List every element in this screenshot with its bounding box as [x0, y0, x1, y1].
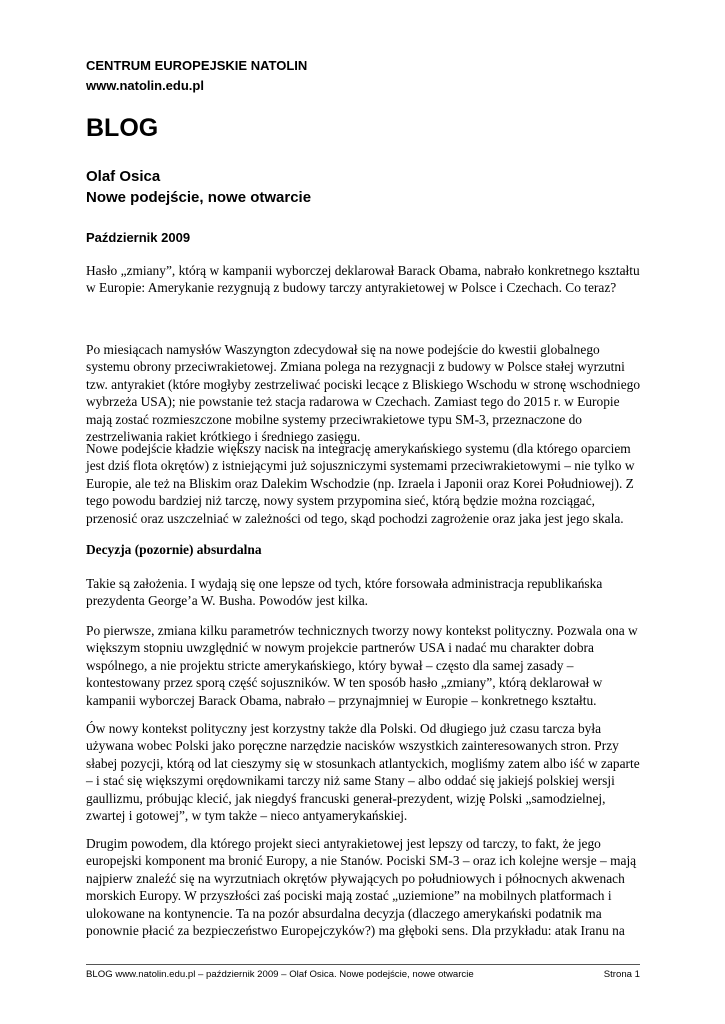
paragraph: Hasło „zmiany”, którą w kampanii wyborczej deklarował Barack Obama, nabrało konkretnego kształtu w Europie: Amerykanie rezygnują z budowy tarczy antyrakietowej w Polsce i Czechach. Co teraz? — [86, 263, 640, 296]
publication-date: Październik 2009 — [86, 230, 191, 245]
blog-title: BLOG — [86, 114, 159, 142]
footer-divider — [86, 964, 640, 965]
organization-name: CENTRUM EUROPEJSKIE NATOLIN — [86, 58, 308, 73]
organization-url: www.natolin.edu.pl — [86, 78, 204, 93]
author-name: Olaf Osica — [86, 168, 161, 185]
paragraph: Nowe podejście kładzie większy nacisk na integrację amerykańskiego systemu (dla którego oparciem jest dziś flota okrętów) z istniejącymi już sojuszniczymi systemami przeciwrakietowymi – nie tylko w Europie, ale też na Bliskim oraz Dalekim Wschodzie (np. Izraela i Japonii oraz Korei Południowej). Z tego powodu bardziej niż tarczę, nowy system przypomina sieć, którą będzie można rozciągać, przenosić oraz uszczelniać w zależności od tego, skąd pochodzi zagrożenie oraz jaka jest jego skala. — [86, 441, 635, 526]
paragraph: Drugim powodem, dla którego projekt sieci antyrakietowej jest lepszy od tarczy, to fakt, że jego europejski komponent ma bronić Europy, a nie Stanów. Pociski SM-3 – oraz ich kolejne wersje – mają najpierw znaleźć się na wyrzutniach okrętów pływających po południowych i północnych akwenach morskich Europy. W przyszłości zaś pociski mają zostać „uziemione” na mobilnych platformach i ulokowane na kontynencie. Ta na pozór absurdalna decyzja (dlaczego amerykański podatnik ma ponownie płacić za bezpieczeństwo Europejczyków?) ma głęboki sens. Dla przykładu: atak Iranu na — [86, 836, 637, 939]
paragraph: Po pierwsze, zmiana kilku parametrów technicznych tworzy nowy kontekst polityczny. Pozwala ona w większym stopniu uwzględnić w nowym projekcie partnerów USA i nadać mu charakter dobra wspólnego, a nie projektu stricte amerykańskiego, który bywał – często dla samej zasady – kontestowany przez sporą część sojuszników. W ten sposób hasło „zmiany”, którą deklarował w kampanii wyborczej Barack Obama, nabrało – przynajmniej w Europie – konkretnego kształtu. — [86, 623, 638, 708]
article-title: Nowe podejście, nowe otwarcie — [86, 189, 312, 206]
paragraph: Po miesiącach namysłów Waszyngton zdecydował się na nowe podejście do kwestii globalnego systemu obrony przeciwrakietowej. Zmiana polega na rezygnacji z budowy w Polsce stałej wyrzutni tzw. antyrakiet (które mogłyby zestrzeliwać pociski lecące z Bliskiego Wschodu w stronę wschodniego wybrzeża USA); nie powstanie też stacja radarowa w Czechach. Zamiast tego do 2015 r. w Europie mają zostać rozmieszczone mobilne systemy przeciwrakietowe typu SM-3, przeznaczone do zestrzeliwania rakiet krótkiego i średniego zasięgu. — [86, 342, 641, 445]
paragraph: Takie są założenia. I wydają się one lepsze od tych, które forsowała administracja republikańska prezydenta George’a W. Busha. Powodów jest kilka. — [86, 576, 603, 609]
footer-text: BLOG www.natolin.edu.pl – październik 2009 – Olaf Osica. Nowe podejście, nowe otwarcie — [86, 969, 474, 980]
page-number: Strona 1 — [603, 969, 640, 980]
paragraph: Ów nowy kontekst polityczny jest korzystny także dla Polski. Od długiego już czasu tarcza była używana wobec Polski jako poręczne narzędzie nacisków wszystkich zainteresowanych stron. Przy słabej pozycji, którą od lat cieszymy się w stosunkach atlantyckich, mogliśmy zatem albo iść w zaparte – i stać się większymi orędownikami tarczy niż same Stany – albo oddać się jakiejś polskiej wersji gaullizmu, próbując klecić, jak niegdyś francuski generał-prezydent, wizję Polski „samodzielnej, zwartej i gotowej”, w tym także – nieco antyamerykańskiej. — [86, 721, 640, 824]
section-heading: Decyzja (pozornie) absurdalna — [86, 542, 262, 557]
